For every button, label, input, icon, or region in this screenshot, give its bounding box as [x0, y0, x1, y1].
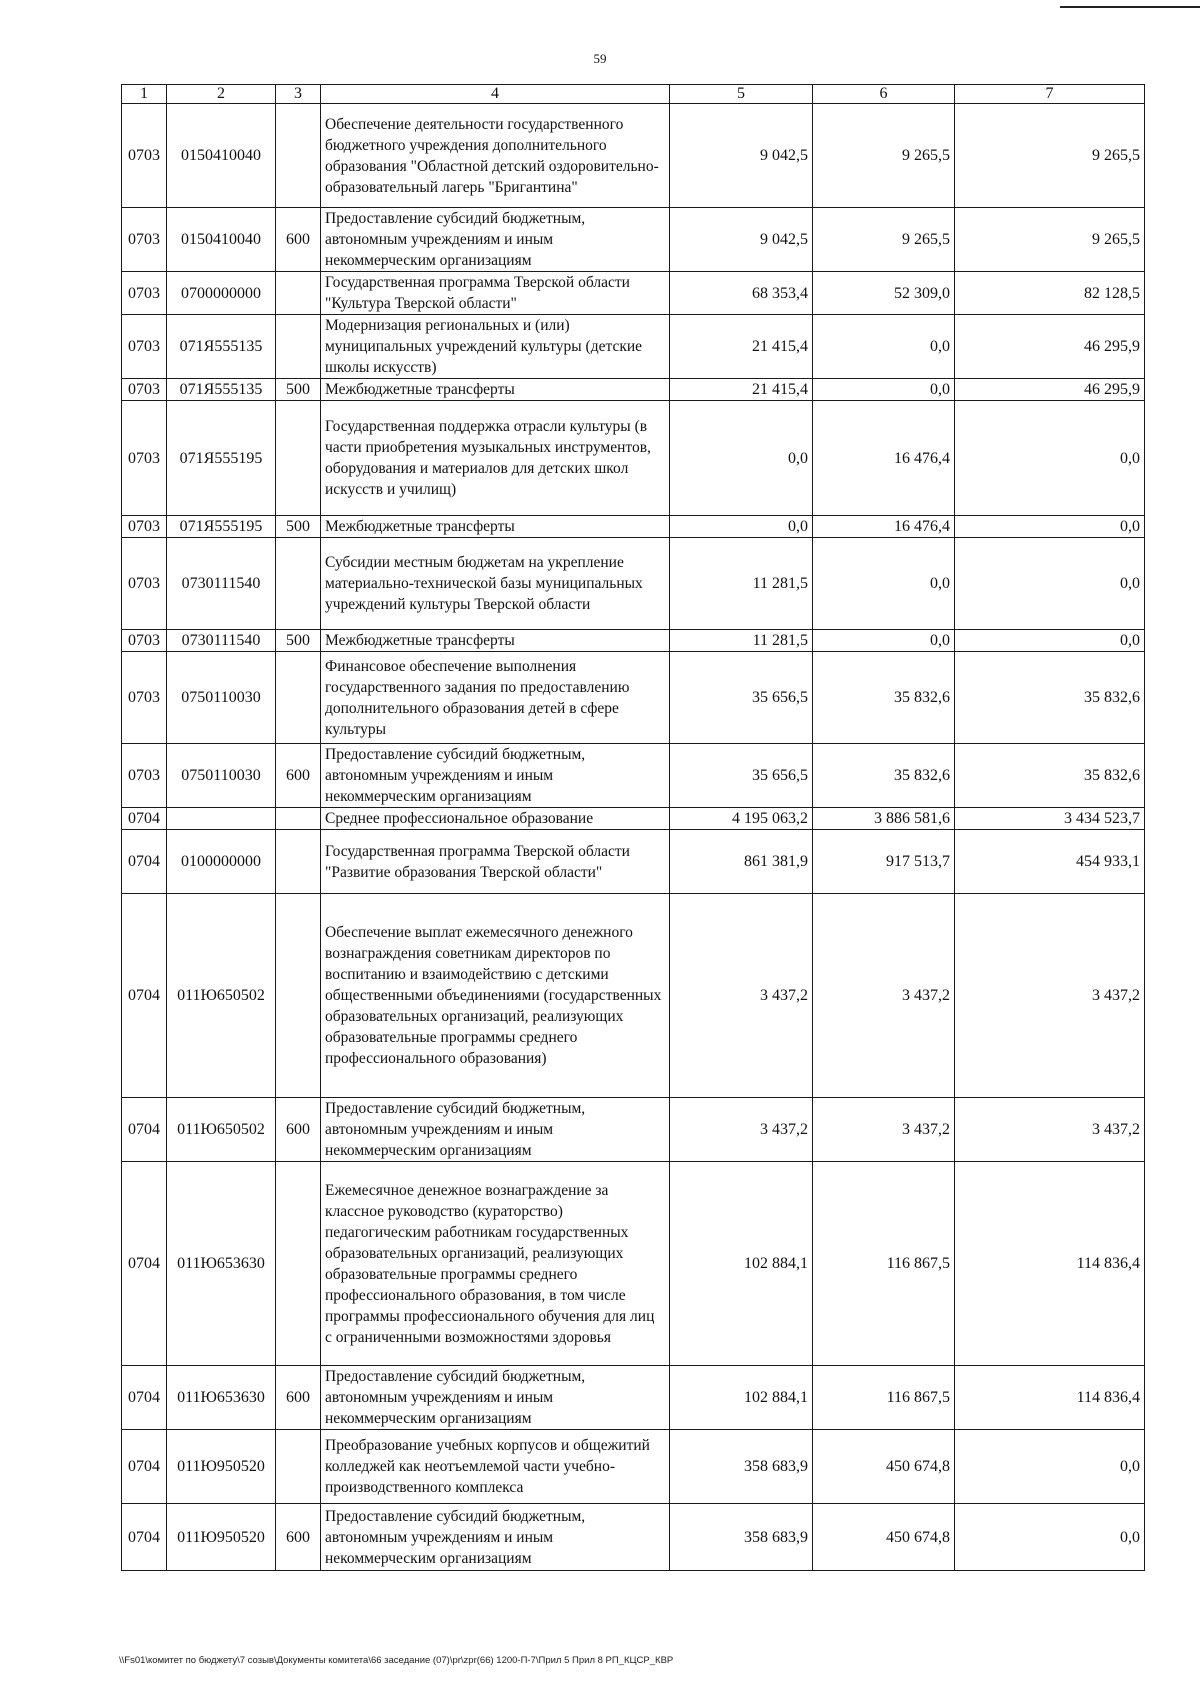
- expense-type-code: 600: [276, 1098, 321, 1162]
- section-code: 0704: [122, 1366, 167, 1430]
- table-row: [122, 104, 1145, 208]
- amount-col-7: 3 437,2: [955, 894, 1145, 1098]
- item-name: Обеспечение деятельности государственного бюджетного учреждения дополнительного образования "Областной детский оздоровительно-образовательный лагерь "Бригантина": [321, 104, 670, 208]
- amount-col-6: 3 437,2: [813, 1098, 955, 1162]
- table-row: [122, 808, 1145, 830]
- amount-col-5: 35 656,5: [670, 652, 813, 744]
- amount-col-6: 116 867,5: [813, 1162, 955, 1366]
- expense-type-code: [276, 652, 321, 744]
- amount-col-5: 0,0: [670, 401, 813, 516]
- amount-col-7: 9 265,5: [955, 208, 1145, 272]
- item-name: Межбюджетные трансферты: [321, 630, 670, 652]
- amount-col-7: 0,0: [955, 401, 1145, 516]
- section-code: 0704: [122, 808, 167, 830]
- expense-type-code: [276, 315, 321, 379]
- target-code: 011Ю950520: [167, 1430, 276, 1504]
- target-code: 011Ю653630: [167, 1162, 276, 1366]
- table-row: [122, 516, 1145, 538]
- item-name: Ежемесячное денежное вознаграждение за классное руководство (кураторство) педагогическим работникам государственных образовательных организаций, реализующих образовательные программы среднего профессионального образования, в том числе программы профессионального обучения для лиц с ограниченными возможностями здоровья: [321, 1162, 670, 1366]
- expense-type-code: 500: [276, 516, 321, 538]
- table-row: [122, 630, 1145, 652]
- amount-col-7: 114 836,4: [955, 1366, 1145, 1430]
- column-header-7: 7: [955, 85, 1145, 104]
- expense-type-code: [276, 401, 321, 516]
- amount-col-6: 3 886 581,6: [813, 808, 955, 830]
- table-row: [122, 830, 1145, 894]
- target-code: 011Ю653630: [167, 1366, 276, 1430]
- table-row: [122, 208, 1145, 272]
- expense-type-code: [276, 894, 321, 1098]
- target-code: 071Я555135: [167, 379, 276, 401]
- item-name: Субсидии местным бюджетам на укрепление материально-технической базы муниципальных учреждений культуры Тверской области: [321, 538, 670, 630]
- table-row: [122, 379, 1145, 401]
- amount-col-6: 0,0: [813, 630, 955, 652]
- target-code: 0150410040: [167, 104, 276, 208]
- expense-type-code: [276, 272, 321, 315]
- target-code: 011Ю650502: [167, 894, 276, 1098]
- target-code: 0750110030: [167, 652, 276, 744]
- amount-col-6: 35 832,6: [813, 652, 955, 744]
- amount-col-5: 9 042,5: [670, 208, 813, 272]
- amount-col-5: 35 656,5: [670, 744, 813, 808]
- amount-col-6: 0,0: [813, 379, 955, 401]
- column-header-6: 6: [813, 85, 955, 104]
- item-name: Межбюджетные трансферты: [321, 516, 670, 538]
- amount-col-6: 0,0: [813, 315, 955, 379]
- item-name: Предоставление субсидий бюджетным, автономным учреждениям и иным некоммерческим организациям: [321, 1098, 670, 1162]
- amount-col-7: 3 437,2: [955, 1098, 1145, 1162]
- item-name: Предоставление субсидий бюджетным, автономным учреждениям и иным некоммерческим организациям: [321, 1504, 670, 1571]
- target-code: 0700000000: [167, 272, 276, 315]
- item-name: Предоставление субсидий бюджетным, автономным учреждениям и иным некоммерческим организациям: [321, 1366, 670, 1430]
- expense-type-code: 500: [276, 630, 321, 652]
- column-header-1: 1: [122, 85, 167, 104]
- expense-type-code: 600: [276, 744, 321, 808]
- amount-col-5: 9 042,5: [670, 104, 813, 208]
- table-row: [122, 315, 1145, 379]
- amount-col-6: 0,0: [813, 538, 955, 630]
- amount-col-5: 861 381,9: [670, 830, 813, 894]
- table-row: [122, 1504, 1145, 1571]
- budget-table: [121, 84, 1145, 1571]
- item-name: Межбюджетные трансферты: [321, 379, 670, 401]
- table-row: [122, 538, 1145, 630]
- item-name: Преобразование учебных корпусов и общежитий колледжей как неотъемлемой части учебно-производственного комплекса: [321, 1430, 670, 1504]
- item-name: Государственная программа Тверской области "Культура Тверской области": [321, 272, 670, 315]
- page-number: 59: [593, 51, 607, 66]
- amount-col-7: 0,0: [955, 630, 1145, 652]
- amount-col-6: 116 867,5: [813, 1366, 955, 1430]
- target-code: 0750110030: [167, 744, 276, 808]
- amount-col-7: 46 295,9: [955, 379, 1145, 401]
- section-code: 0704: [122, 1098, 167, 1162]
- table-row: [122, 401, 1145, 516]
- amount-col-5: 102 884,1: [670, 1366, 813, 1430]
- column-header-4: 4: [321, 85, 670, 104]
- expense-type-code: [276, 1162, 321, 1366]
- table-row: [122, 894, 1145, 1098]
- target-code: 011Ю650502: [167, 1098, 276, 1162]
- table-header-row: [122, 85, 1145, 104]
- table-row: [122, 1098, 1145, 1162]
- amount-col-7: 454 933,1: [955, 830, 1145, 894]
- footer-file-path: \\Fs01\комитет по бюджету\7 созыв\Документы комитета\66 заседание (07)\pr\zpr(66) 1200-П-7\Прил 5 Прил 8 РП_КЦСР_КВР: [119, 1655, 674, 1666]
- expense-type-code: [276, 808, 321, 830]
- expense-type-code: 500: [276, 379, 321, 401]
- expense-type-code: [276, 830, 321, 894]
- table-row: [122, 744, 1145, 808]
- amount-col-6: 450 674,8: [813, 1504, 955, 1571]
- section-code: 0704: [122, 894, 167, 1098]
- target-code: 011Ю950520: [167, 1504, 276, 1571]
- table-row: [122, 272, 1145, 315]
- amount-col-6: 9 265,5: [813, 104, 955, 208]
- section-code: 0703: [122, 315, 167, 379]
- amount-col-6: 35 832,6: [813, 744, 955, 808]
- target-code: 0730111540: [167, 538, 276, 630]
- section-code: 0703: [122, 744, 167, 808]
- amount-col-7: 0,0: [955, 1504, 1145, 1571]
- target-code: 0100000000: [167, 830, 276, 894]
- column-header-2: 2: [167, 85, 276, 104]
- section-code: 0703: [122, 652, 167, 744]
- top-rule: [1060, 6, 1200, 8]
- item-name: Модернизация региональных и (или) муниципальных учреждений культуры (детские школы искусств): [321, 315, 670, 379]
- amount-col-5: 11 281,5: [670, 538, 813, 630]
- section-code: 0703: [122, 516, 167, 538]
- amount-col-7: 114 836,4: [955, 1162, 1145, 1366]
- target-code: 071Я555195: [167, 401, 276, 516]
- amount-col-6: 917 513,7: [813, 830, 955, 894]
- expense-type-code: 600: [276, 1366, 321, 1430]
- amount-col-5: 68 353,4: [670, 272, 813, 315]
- column-header-3: 3: [276, 85, 321, 104]
- section-code: 0703: [122, 630, 167, 652]
- section-code: 0704: [122, 1162, 167, 1366]
- table-row: [122, 652, 1145, 744]
- item-name: Предоставление субсидий бюджетным, автономным учреждениям и иным некоммерческим организациям: [321, 744, 670, 808]
- amount-col-7: 35 832,6: [955, 744, 1145, 808]
- amount-col-6: 16 476,4: [813, 516, 955, 538]
- target-code: 071Я555135: [167, 315, 276, 379]
- amount-col-6: 9 265,5: [813, 208, 955, 272]
- amount-col-5: 21 415,4: [670, 315, 813, 379]
- target-code: [167, 808, 276, 830]
- table-row: [122, 1430, 1145, 1504]
- amount-col-5: 3 437,2: [670, 894, 813, 1098]
- item-name: Государственная поддержка отрасли культуры (в части приобретения музыкальных инструментов, оборудования и материалов для детских школ искусств и училищ): [321, 401, 670, 516]
- table-row: [122, 1366, 1145, 1430]
- amount-col-7: 82 128,5: [955, 272, 1145, 315]
- section-code: 0703: [122, 104, 167, 208]
- section-code: 0703: [122, 272, 167, 315]
- amount-col-5: 358 683,9: [670, 1430, 813, 1504]
- section-code: 0703: [122, 538, 167, 630]
- item-name: Предоставление субсидий бюджетным, автономным учреждениям и иным некоммерческим организациям: [321, 208, 670, 272]
- amount-col-7: 35 832,6: [955, 652, 1145, 744]
- item-name: Среднее профессиональное образование: [321, 808, 670, 830]
- expense-type-code: [276, 1430, 321, 1504]
- amount-col-7: 0,0: [955, 538, 1145, 630]
- amount-col-5: 358 683,9: [670, 1504, 813, 1571]
- item-name: Государственная программа Тверской области "Развитие образования Тверской области": [321, 830, 670, 894]
- target-code: 071Я555195: [167, 516, 276, 538]
- target-code: 0150410040: [167, 208, 276, 272]
- amount-col-7: 46 295,9: [955, 315, 1145, 379]
- section-code: 0704: [122, 1504, 167, 1571]
- amount-col-6: 16 476,4: [813, 401, 955, 516]
- amount-col-7: 0,0: [955, 516, 1145, 538]
- amount-col-5: 3 437,2: [670, 1098, 813, 1162]
- target-code: 0730111540: [167, 630, 276, 652]
- item-name: Обеспечение выплат ежемесячного денежного вознаграждения советникам директоров по воспитанию и взаимодействию с детскими общественными объединениями (государственных образовательных организаций, реализующих образовательные программы среднего профессионального образования): [321, 894, 670, 1098]
- section-code: 0703: [122, 208, 167, 272]
- amount-col-5: 0,0: [670, 516, 813, 538]
- section-code: 0703: [122, 379, 167, 401]
- column-header-5: 5: [670, 85, 813, 104]
- amount-col-6: 52 309,0: [813, 272, 955, 315]
- amount-col-6: 3 437,2: [813, 894, 955, 1098]
- expense-type-code: 600: [276, 1504, 321, 1571]
- expense-type-code: 600: [276, 208, 321, 272]
- section-code: 0704: [122, 1430, 167, 1504]
- expense-type-code: [276, 538, 321, 630]
- amount-col-5: 102 884,1: [670, 1162, 813, 1366]
- amount-col-7: 9 265,5: [955, 104, 1145, 208]
- amount-col-7: 3 434 523,7: [955, 808, 1145, 830]
- amount-col-5: 4 195 063,2: [670, 808, 813, 830]
- section-code: 0703: [122, 401, 167, 516]
- table-row: [122, 1162, 1145, 1366]
- amount-col-6: 450 674,8: [813, 1430, 955, 1504]
- amount-col-7: 0,0: [955, 1430, 1145, 1504]
- expense-type-code: [276, 104, 321, 208]
- item-name: Финансовое обеспечение выполнения государственного задания по предоставлению дополнительного образования детей в сфере культуры: [321, 652, 670, 744]
- section-code: 0704: [122, 830, 167, 894]
- amount-col-5: 21 415,4: [670, 379, 813, 401]
- amount-col-5: 11 281,5: [670, 630, 813, 652]
